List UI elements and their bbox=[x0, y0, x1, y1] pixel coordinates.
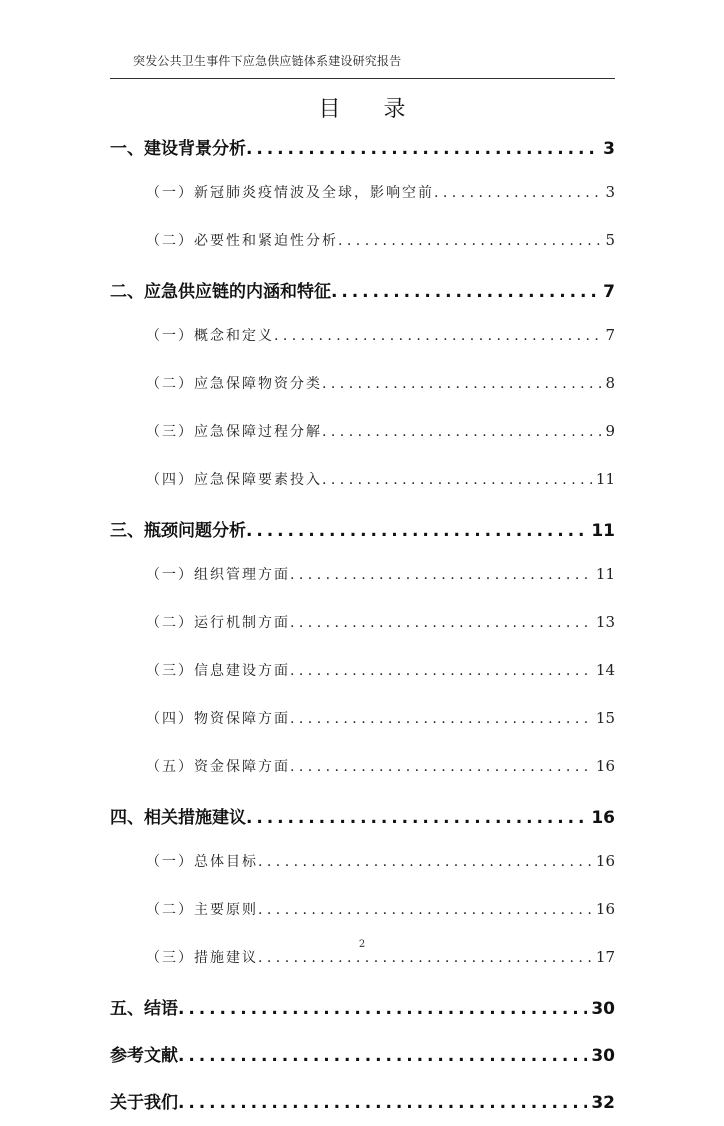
toc-entry-page-number: 14 bbox=[595, 661, 615, 679]
toc-entry-section[interactable] bbox=[110, 985, 615, 1032]
toc-entry-page-number: 3 bbox=[605, 183, 615, 201]
toc-leader-dots bbox=[178, 1046, 587, 1066]
toc-leader-dots bbox=[290, 663, 592, 679]
toc-entry-page-number: 7 bbox=[605, 326, 615, 344]
toc-leader-dots bbox=[258, 902, 592, 918]
toc-entry-label: （二）必要性和紧迫性分析 bbox=[146, 233, 338, 249]
toc-entry-label: 三、瓶颈问题分析 bbox=[110, 521, 246, 541]
toc-entry-subsection[interactable] bbox=[110, 889, 615, 937]
toc-entry-label: （一）组织管理方面 bbox=[146, 567, 290, 583]
toc-entry-subsection[interactable] bbox=[110, 220, 615, 268]
toc-leader-dots bbox=[246, 139, 599, 159]
toc-entry-page-number: 16 bbox=[595, 852, 615, 870]
toc-entry-label: （三）信息建设方面 bbox=[146, 663, 290, 679]
toc-entry-page-number: 16 bbox=[595, 900, 615, 918]
toc-entry-section[interactable] bbox=[110, 1079, 615, 1126]
toc-leader-dots bbox=[178, 999, 587, 1019]
toc-leader-dots bbox=[331, 282, 599, 302]
toc-leader-dots bbox=[338, 233, 601, 249]
toc-entry-label: （一）新冠肺炎疫情波及全球，影响空前 bbox=[146, 185, 434, 201]
toc-entry-page-number: 9 bbox=[605, 422, 615, 440]
toc-heading: 目 录 bbox=[318, 97, 424, 122]
toc-entry-page-number: 11 bbox=[595, 470, 615, 488]
toc-entry-page-number: 3 bbox=[603, 139, 615, 159]
toc-entry-label: （三）应急保障过程分解 bbox=[146, 424, 322, 440]
toc-entry-page-number: 13 bbox=[595, 613, 615, 631]
toc-entry-subsection[interactable] bbox=[110, 602, 615, 650]
toc-entry-subsection[interactable] bbox=[110, 554, 615, 602]
toc-leader-dots bbox=[434, 185, 601, 201]
toc-leader-dots bbox=[322, 424, 601, 440]
document-header-title: 突发公共卫生事件下应急供应链体系建设研究报告 bbox=[133, 54, 402, 68]
toc-entry-subsection[interactable] bbox=[110, 650, 615, 698]
toc-entry-section[interactable] bbox=[110, 1032, 615, 1079]
header-divider bbox=[110, 78, 615, 79]
toc-entry-subsection[interactable] bbox=[110, 411, 615, 459]
toc-entry-page-number: 15 bbox=[595, 709, 615, 727]
toc-entry-section[interactable] bbox=[110, 125, 615, 172]
toc-entry-section[interactable] bbox=[110, 268, 615, 315]
toc-entry-label: （二）运行机制方面 bbox=[146, 615, 290, 631]
toc-entry-label: 参考文献 bbox=[110, 1046, 178, 1066]
toc-entry-subsection[interactable] bbox=[110, 172, 615, 220]
toc-entry-label: （五）资金保障方面 bbox=[146, 759, 290, 775]
toc-entry-page-number: 30 bbox=[591, 999, 615, 1019]
toc-entry-page-number: 17 bbox=[595, 948, 615, 966]
toc-entry-label: （三）措施建议 bbox=[146, 950, 258, 966]
toc-leader-dots bbox=[274, 328, 601, 344]
toc-entry-label: 二、应急供应链的内涵和特征 bbox=[110, 282, 331, 302]
toc-entry-page-number: 11 bbox=[591, 521, 615, 541]
toc-leader-dots bbox=[290, 615, 592, 631]
toc-leader-dots bbox=[246, 521, 587, 541]
toc-entry-subsection[interactable] bbox=[110, 746, 615, 794]
toc-leader-dots bbox=[322, 472, 592, 488]
toc-entry-label: （二）主要原则 bbox=[146, 902, 258, 918]
toc-entry-subsection[interactable] bbox=[110, 698, 615, 746]
toc-leader-dots bbox=[322, 376, 601, 392]
toc-entry-subsection[interactable] bbox=[110, 841, 615, 889]
toc-entry-subsection[interactable] bbox=[110, 459, 615, 507]
toc-entry-subsection[interactable] bbox=[110, 363, 615, 411]
toc-entry-page-number: 8 bbox=[605, 374, 615, 392]
toc-leader-dots bbox=[290, 759, 592, 775]
toc-entry-label: （一）总体目标 bbox=[146, 854, 258, 870]
toc-entry-label: （二）应急保障物资分类 bbox=[146, 376, 322, 392]
toc-leader-dots bbox=[290, 711, 592, 727]
toc-entry-label: 关于我们 bbox=[110, 1093, 178, 1113]
toc-entry-label: （四）应急保障要素投入 bbox=[146, 472, 322, 488]
toc-leader-dots bbox=[290, 567, 592, 583]
page-number: 2 bbox=[358, 939, 366, 950]
toc-leader-dots bbox=[178, 1093, 587, 1113]
table-of-contents bbox=[110, 125, 615, 1126]
toc-entry-page-number: 32 bbox=[591, 1093, 615, 1113]
toc-entry-label: 五、结语 bbox=[110, 999, 178, 1019]
toc-entry-subsection[interactable] bbox=[110, 315, 615, 363]
toc-entry-page-number: 7 bbox=[603, 282, 615, 302]
toc-entry-label: （一）概念和定义 bbox=[146, 328, 274, 344]
toc-entry-page-number: 16 bbox=[595, 757, 615, 775]
toc-entry-section[interactable] bbox=[110, 794, 615, 841]
toc-entry-page-number: 11 bbox=[595, 565, 615, 583]
toc-entry-label: （四）物资保障方面 bbox=[146, 711, 290, 727]
toc-leader-dots bbox=[258, 950, 592, 966]
toc-entry-section[interactable] bbox=[110, 507, 615, 554]
toc-entry-label: 一、建设背景分析 bbox=[110, 139, 246, 159]
toc-entry-page-number: 16 bbox=[591, 808, 615, 828]
toc-entry-label: 四、相关措施建议 bbox=[110, 808, 246, 828]
toc-leader-dots bbox=[258, 854, 592, 870]
toc-entry-page-number: 30 bbox=[591, 1046, 615, 1066]
toc-leader-dots bbox=[246, 808, 587, 828]
toc-entry-page-number: 5 bbox=[605, 231, 615, 249]
